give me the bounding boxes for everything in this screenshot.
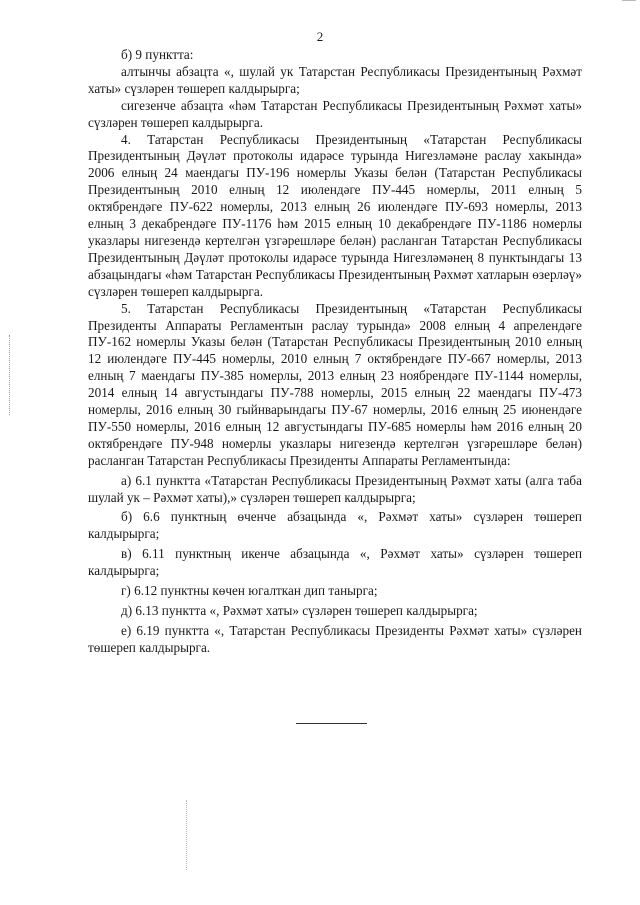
- document-body: [88, 47, 582, 657]
- page-number: 2: [316, 29, 324, 44]
- corner-mark: [622, 0, 636, 1]
- margin-mark: [9, 335, 10, 415]
- paragraph-item-5: 5. Татарстан Республикасы Президентының «Татарстан Республикасы Президенты Аппараты Регламентын раслау турында» 2008 елның 4 апрелендәге ПУ-162 номерлы Указы белән (Татарстан Республикасы Президентының 2010 елның 12 июлендәге ПУ-445 номерлы, 2010 елның 7 октябрендәге ПУ-667 номерлы, 2013 елның 7 маендагы ПУ-385 номерлы, 2013 елның 23 ноябрендәге ПУ-1144 номерлы, 2014 елның 14 августындагы ПУ-788 номерлы, 2015 елның 22 маендагы ПУ-473 номерлы, 2016 елның 30 гыйнварындагы ПУ-67 номерлы, 2016 елның 25 июнендәге ПУ-550 номерлы, 2016 елның 12 августындагы ПУ-685 номерлы һәм 2016 елның 20 октябрендәге ПУ-948 номерлы указлары нигезендә кертелгән үзгәрешләре белән) расланган Татарстан Республикасы Президенты Аппараты Регламентында:: [88, 300, 582, 468]
- paragraph-subitem-e: е) 6.19 пунктта «, Татарстан Республикасы Президенты Рәхмәт хаты» сүзләрен төшереп калдырырга.: [88, 622, 582, 655]
- paragraph-subitem-b: б) 6.6 пунктның өченче абзацында «, Рәхмәт хаты» сүзләрен төшереп калдырырга;: [88, 509, 582, 542]
- paragraph-eighth-abzac: сигезенче абзацта «һәм Татарстан Республикасы Президентының Рәхмәт хаты» сүзләрен төшереп калдырырга.: [88, 97, 582, 130]
- scan-artifact-mark: [186, 800, 187, 870]
- paragraph-clause-b: б) 9 пунктта:: [121, 47, 194, 62]
- paragraph-subitem-a: а) 6.1 пунктта «Татарстан Республикасы Президентының Рәхмәт хаты (алга таба шулай ук – Рәхмәт хаты),» сүзләрен төшереп калдырырга;: [88, 472, 582, 505]
- paragraph-sixth-abzac: алтынчы абзацта «, шулай ук Татарстан Республикасы Президентының Рәхмәт хаты» сүзләрен төшереп калдырырга;: [88, 63, 582, 96]
- paragraph-item-4: 4. Татарстан Республикасы Президентының «Татарстан Республикасы Президентының Дәүләт протоколы идарәсе турында Нигезләмәне раслау хакында» 2006 елның 24 маендагы ПУ-196 номерлы Указы белән (Татарстан Республикасы Президентының 2010 елның 12 июлендәге ПУ-445 номерлы, 2011 елның 5 октябрендәге ПУ-622 номерлы, 2013 елның 26 июлендәге ПУ-693 номерлы, 2013 елның 3 декабрендәге ПУ-1176 һәм 2015 елның 10 декабрендәге ПУ-1186 номерлы указлары нигезендә кертелгән үзгәрешләре белән) расланган Татарстан Республикасы Президентының Дәүләт протоколы идарәсе турында Нигезләмәнең 8 пунктындагы 13 абзацындагы «һәм Татарстан Республикасы Президентының Рәхмәт хатларын өзерләү» сүзләрен төшереп калдырырга.: [88, 131, 582, 299]
- paragraph-subitem-v: в) 6.11 пунктның икенче абзацында «, Рәхмәт хаты» сүзләрен төшереп калдырырга;: [88, 546, 582, 579]
- paragraph-subitem-g: г) 6.12 пунктны көчен югалткан дип танырга;: [121, 583, 378, 599]
- paragraph-subitem-d: д) 6.13 пунктта «, Рәхмәт хаты» сүзләрен төшереп калдырырга;: [121, 603, 478, 618]
- closing-separator-line: [296, 723, 367, 724]
